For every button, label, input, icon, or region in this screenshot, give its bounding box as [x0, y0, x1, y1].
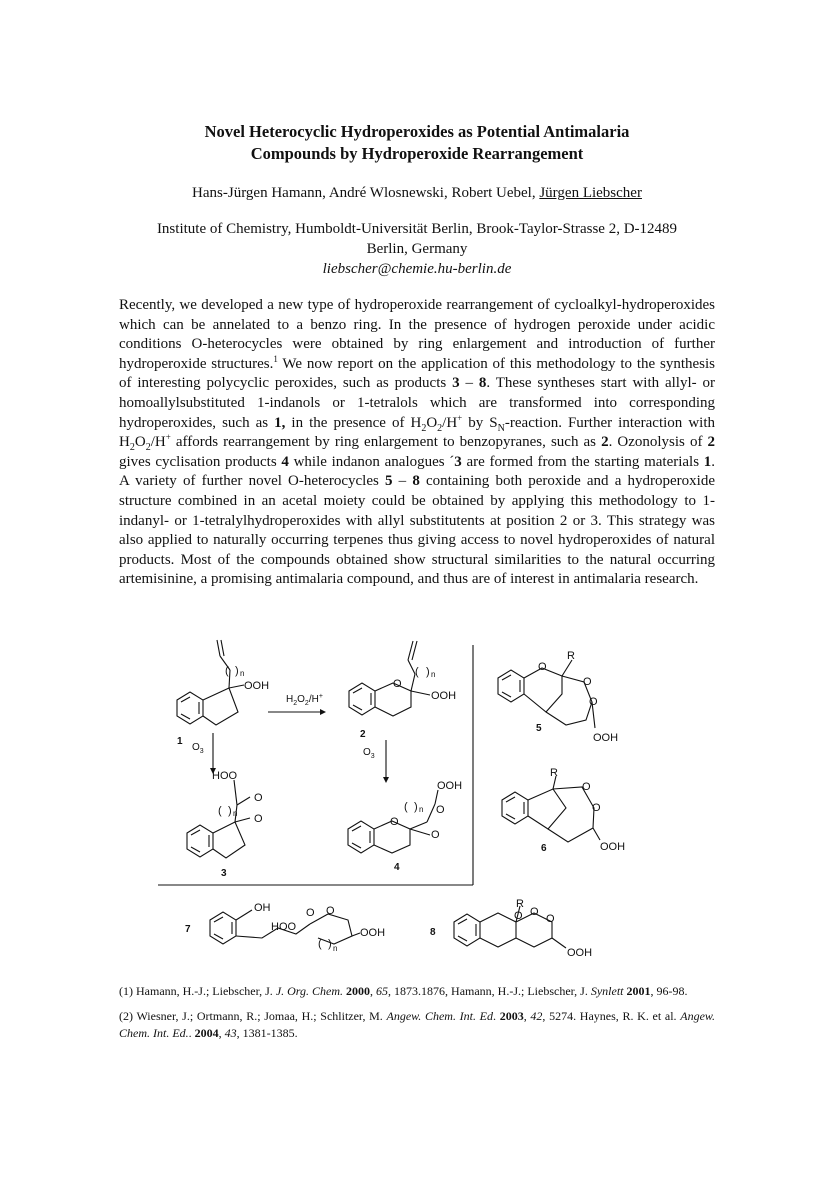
reagent-ozone-b: $O_3$	[363, 747, 375, 760]
c7-oh: OH	[254, 902, 271, 914]
reagent-ozone-a: $O_3$	[192, 742, 204, 755]
abstract-text: –	[392, 473, 413, 490]
c6-ooh: OOH	[600, 841, 626, 853]
c1-n: n	[240, 669, 245, 678]
abstract-text: O	[134, 434, 146, 451]
abstract-text: in the presence of H	[285, 414, 422, 431]
corresponding-author: Jürgen Liebscher	[539, 185, 642, 201]
c8-r: R	[516, 898, 524, 910]
compound-ref: 8	[478, 375, 487, 392]
c4-paren-open: (	[404, 801, 408, 813]
c5-o-lower: O	[589, 696, 598, 708]
c4-n: n	[419, 805, 424, 814]
abstract-text: –	[459, 375, 479, 392]
c1-ooh: OOH	[244, 680, 270, 692]
compound-2-structure	[349, 641, 430, 716]
c2-paren-close: )	[426, 666, 430, 678]
c6-o-upper: O	[582, 781, 591, 793]
c4-paren-close: )	[414, 801, 418, 813]
label-compound-8: 8	[430, 927, 436, 938]
c8-ring-o: O	[514, 910, 523, 922]
subscript: 2	[437, 422, 443, 434]
label-compound-2: 2	[360, 729, 366, 740]
arrowhead-right	[320, 709, 326, 715]
compound-ref: 4	[281, 453, 289, 470]
reference-1: (1) Hamann, H.-J.; Liebscher, J. J. Org. Chem. 2000, 65, 1873.1876, Hamann, H.-J.; Liebscher, J. Synlett 2001, 96-98.	[119, 984, 688, 998]
subscript: N	[497, 422, 505, 434]
affiliation	[100, 219, 734, 279]
compound-ref: 5	[385, 473, 393, 490]
c5-ring-o: O	[538, 661, 547, 673]
scheme-lines	[158, 640, 600, 948]
subscript: 2	[421, 422, 427, 434]
affiliation-line-2: Berlin, Germany	[366, 241, 468, 257]
c6-o-lower: O	[592, 802, 601, 814]
abstract-text: by S	[462, 414, 498, 431]
author-email: liebscher@chemie.hu-berlin.de	[322, 261, 512, 277]
label-compound-1: 1	[177, 736, 183, 747]
abstract-text: containing both peroxide and a hydroperoxide structure combined in an acetal moiety could be obtained by applying this methodology to 1-indanyl- or 1-tetralylhydroperoxides with allyl substitutents at position 2 or 3. This strategy was also applied to naturally occurring terpenes thus giving access to novel hydroperoxides of natural products. Most of the compounds obtained show structural similarities to the natural occurring artemisinine, a promising antimalaria compound, and thus are of interest in antimalaria research.	[119, 473, 715, 588]
c8-ooh: OOH	[567, 947, 593, 959]
label-compound-6: 6	[541, 843, 547, 854]
affiliation-line-1: Institute of Chemistry, Humboldt-Universität Berlin, Brook-Taylor-Strasse 2, D-12489	[156, 221, 678, 237]
c5-o-upper: O	[583, 676, 592, 688]
c7-o-left: O	[306, 907, 315, 919]
c7-paren-close: )	[328, 938, 332, 950]
c4-ring-o: O	[390, 816, 399, 828]
c1-paren-close: )	[235, 665, 239, 677]
citation-superscript: 1	[273, 353, 278, 364]
compound-ref: 3	[454, 453, 462, 470]
abstract-text: affords rearrangement by ring enlargement to benzopyranes, such as	[170, 434, 602, 451]
c2-ooh: OOH	[431, 690, 457, 702]
abstract-text: Recently, we developed a new type of hydroperoxide rearrangement of cycloalkyl-hydroperoxides which can be annelated to a benzo ring. In the presence of hydrogen peroxide under acidic conditions O-heterocycles were obtained by ring enlargement and introduction of further hydroperoxide structures.	[119, 297, 715, 372]
reaction-scheme	[0, 630, 834, 970]
c7-paren-open: (	[318, 938, 322, 950]
compound-ref: 2	[601, 434, 609, 451]
title-line-2: Compounds by Hydroperoxide Rearrangement	[250, 144, 584, 163]
c8-o-right: O	[546, 913, 555, 925]
c2-paren-open: (	[415, 666, 419, 678]
c4-o-upper: O	[436, 804, 445, 816]
c2-ring-o: O	[393, 678, 402, 690]
c2-n: n	[431, 670, 436, 679]
c7-o-right: O	[326, 905, 335, 917]
abstract-text: gives cyclisation products	[119, 453, 282, 470]
subscript: 2	[145, 442, 151, 454]
c8-o-left: O	[530, 906, 539, 918]
c3-hoo: HOO	[212, 770, 238, 782]
abstract-text: We now report on the application of this methodology to the synthesis of interesting polycyclic peroxides, such as products	[119, 355, 715, 392]
label-compound-4: 4	[394, 862, 400, 873]
reference-2: (2) Wiesner, J.; Ortmann, R.; Jomaa, H.; Schlitzer, M. Angew. Chem. Int. Ed. 2003, 42, 5274. Haynes, R. K. et al. Angew. Chem. Int. Ed.. 2004, 43, 1381-1385.	[119, 1009, 716, 1040]
compound-ref: 1,	[274, 414, 286, 431]
c5-r: R	[567, 650, 575, 662]
c7-n: n	[333, 944, 338, 953]
abstract-text: /H	[442, 414, 458, 431]
c3-n: n	[233, 809, 238, 818]
abstract-text: -reaction. Further interaction with H	[119, 414, 715, 451]
compound-1-structure	[177, 640, 244, 725]
scheme-labels	[177, 650, 625, 959]
author-list	[100, 183, 734, 203]
c1-paren-open: (	[225, 665, 229, 677]
compound-ref: 2	[707, 434, 716, 451]
c3-paren-close: )	[228, 805, 232, 817]
c4-ooh: OOH	[437, 780, 463, 792]
reagent-h2o2-h: $H_2O_2/H^+$	[286, 693, 323, 707]
paper-title	[100, 121, 734, 165]
authors-text: Hans-Jürgen Hamann, André Wlosnewski, Robert Uebel,	[192, 185, 540, 201]
c7-hoo: HOO	[271, 921, 297, 933]
c4-o-lower: O	[431, 829, 440, 841]
compound-ref: 8	[412, 473, 420, 490]
compound-3-structure	[187, 780, 250, 858]
c3-paren-open: (	[218, 805, 222, 817]
subscript: 2	[129, 442, 135, 454]
label-compound-7: 7	[185, 924, 191, 935]
c7-ooh: OOH	[360, 927, 386, 939]
abstract-paragraph	[119, 296, 715, 590]
references	[119, 983, 715, 1050]
abstract-text: are formed from the starting materials	[461, 453, 704, 470]
abstract-text: . These syntheses start with allyl- or homoallylsubstituted 1-indanols or 1-tetralols which are transformed into corresponding hydroperoxides, such as	[119, 375, 715, 431]
abstract-text: . Ozonolysis of	[608, 434, 708, 451]
abstract-text: O	[426, 414, 438, 431]
c5-ooh: OOH	[593, 732, 619, 744]
c3-o-lower: O	[254, 813, 263, 825]
c6-r: R	[550, 767, 558, 779]
abstract-text: /H	[150, 434, 166, 451]
superscript: +	[457, 412, 463, 423]
label-compound-3: 3	[221, 868, 227, 879]
compound-ref: 3	[452, 375, 460, 392]
compound-ref: 1	[703, 453, 712, 470]
c3-o-upper: O	[254, 792, 263, 804]
arrowhead-down	[383, 777, 389, 783]
abstract-text: while indanon analogues ´	[288, 453, 455, 470]
abstract-text: . A variety of further novel O-heterocycles	[119, 453, 715, 490]
superscript: +	[165, 432, 171, 443]
title-line-1: Novel Heterocyclic Hydroperoxides as Potential Antimalaria	[204, 122, 630, 141]
label-compound-5: 5	[536, 723, 542, 734]
